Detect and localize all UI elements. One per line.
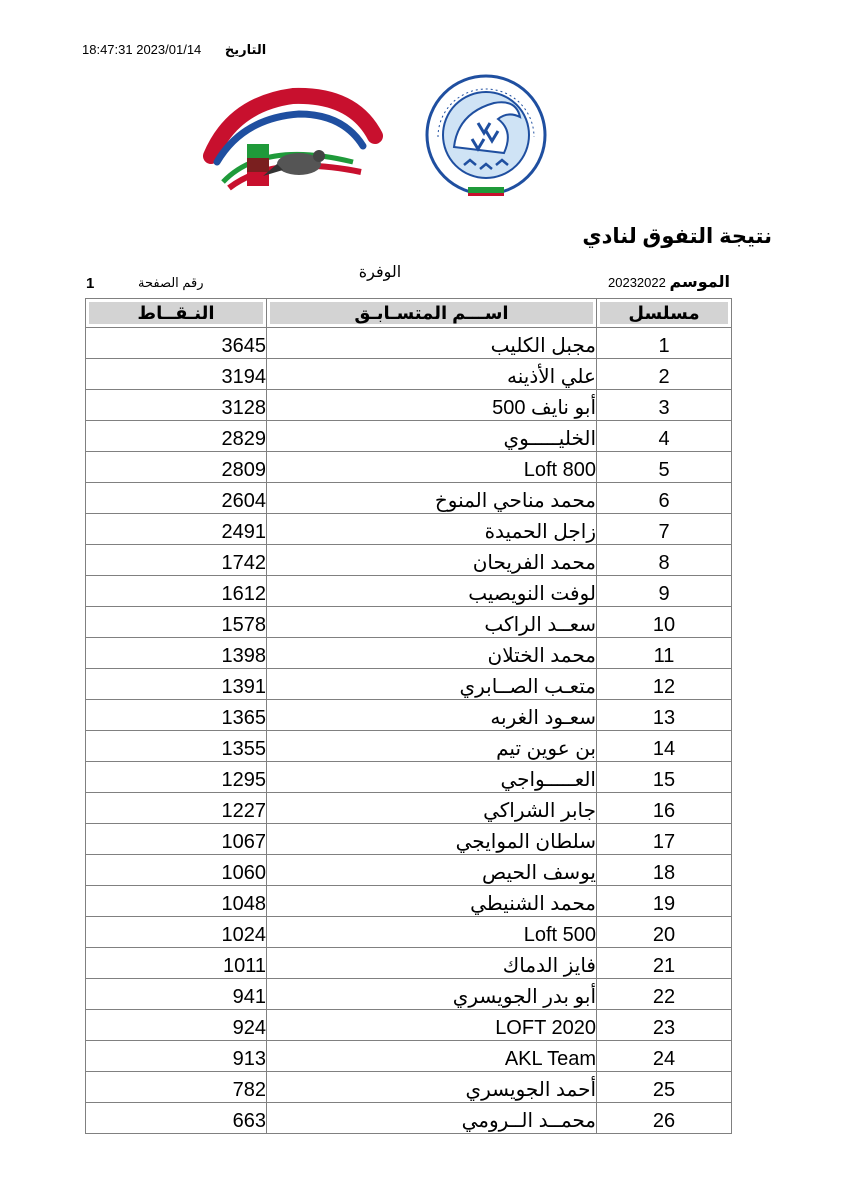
name-cell: محمد الفريحان [267, 545, 597, 576]
points-cell: 1612 [86, 576, 267, 607]
table-row [86, 483, 732, 514]
points-cell: 663 [86, 1103, 267, 1134]
rank-cell: 8 [597, 545, 732, 576]
rank-cell: 7 [597, 514, 732, 545]
points-cell: 782 [86, 1072, 267, 1103]
points-cell: 1391 [86, 669, 267, 700]
name-cell: علي الأذينه [267, 359, 597, 390]
season-label: الموسم [669, 274, 730, 291]
club-name: الوفرة [358, 264, 402, 281]
page-number-label: رقم الصفحة [138, 275, 204, 290]
name-cell: سعـود الغربه [267, 700, 597, 731]
points-cell: 1295 [86, 762, 267, 793]
column-header-name: اســـم المتسـابـق [267, 299, 597, 328]
points-cell: 3194 [86, 359, 267, 390]
table-row [86, 793, 732, 824]
rank-cell: 24 [597, 1041, 732, 1072]
table-header-row [86, 299, 732, 328]
points-cell: 1024 [86, 917, 267, 948]
rank-cell: 16 [597, 793, 732, 824]
table-row [86, 669, 732, 700]
name-cell: أحمد الجويسري [267, 1072, 597, 1103]
rank-cell: 15 [597, 762, 732, 793]
rank-cell: 21 [597, 948, 732, 979]
club-logo [203, 84, 383, 196]
name-cell: محمد الشنيطي [267, 886, 597, 917]
rank-cell: 4 [597, 421, 732, 452]
table-row [86, 576, 732, 607]
rank-cell: 23 [597, 1010, 732, 1041]
table-row [86, 452, 732, 483]
rank-cell: 5 [597, 452, 732, 483]
table-row [86, 638, 732, 669]
table-row [86, 948, 732, 979]
name-cell: لوفت النويصيب [267, 576, 597, 607]
name-cell: Loft 800 [267, 452, 597, 483]
rank-cell: 11 [597, 638, 732, 669]
rank-cell: 26 [597, 1103, 732, 1134]
table-row [86, 1103, 732, 1134]
results-table [85, 298, 732, 1134]
column-header-points: النـقــاط [86, 299, 267, 328]
table-row [86, 979, 732, 1010]
table-row [86, 390, 732, 421]
season-value: 20232022 [608, 275, 666, 290]
table-row [86, 328, 732, 359]
name-cell: متعـب الصــابري [267, 669, 597, 700]
rank-cell: 3 [597, 390, 732, 421]
table-row [86, 421, 732, 452]
name-cell: LOFT 2020 [267, 1010, 597, 1041]
points-cell: 1398 [86, 638, 267, 669]
rank-cell: 20 [597, 917, 732, 948]
rank-cell: 14 [597, 731, 732, 762]
rank-cell: 12 [597, 669, 732, 700]
name-cell: العـــــواجي [267, 762, 597, 793]
rank-cell: 9 [597, 576, 732, 607]
rank-cell: 10 [597, 607, 732, 638]
points-cell: 1578 [86, 607, 267, 638]
name-cell: فايز الدماك [267, 948, 597, 979]
table-row [86, 700, 732, 731]
name-cell: Loft 500 [267, 917, 597, 948]
season [600, 272, 730, 292]
name-cell: سعــد الراكب [267, 607, 597, 638]
name-cell: أبو بدر الجويسري [267, 979, 597, 1010]
table-row [86, 1010, 732, 1041]
points-cell: 913 [86, 1041, 267, 1072]
points-cell: 1048 [86, 886, 267, 917]
print-date [82, 42, 266, 58]
name-cell: محمد مناحي المنوخ [267, 483, 597, 514]
points-cell: 2604 [86, 483, 267, 514]
points-cell: 924 [86, 1010, 267, 1041]
rank-cell: 19 [597, 886, 732, 917]
points-cell: 1365 [86, 700, 267, 731]
name-cell: سلطان الموايجي [267, 824, 597, 855]
name-cell: الخليـــــوي [267, 421, 597, 452]
rank-cell: 2 [597, 359, 732, 390]
table-row [86, 1041, 732, 1072]
name-cell: زاجل الحميدة [267, 514, 597, 545]
rank-cell: 1 [597, 328, 732, 359]
points-cell: 1742 [86, 545, 267, 576]
name-cell: مجبل الكليب [267, 328, 597, 359]
rank-cell: 18 [597, 855, 732, 886]
date-value: 18:47:31 2023/01/14 [82, 42, 202, 57]
points-cell: 2809 [86, 452, 267, 483]
name-cell: محمــد الــرومي [267, 1103, 597, 1134]
table-row [86, 514, 732, 545]
rank-cell: 6 [597, 483, 732, 514]
points-cell: 2829 [86, 421, 267, 452]
points-cell: 2491 [86, 514, 267, 545]
points-cell: 3128 [86, 390, 267, 421]
rank-cell: 17 [597, 824, 732, 855]
name-cell: جابر الشراكي [267, 793, 597, 824]
points-cell: 1067 [86, 824, 267, 855]
rank-cell: 25 [597, 1072, 732, 1103]
page-number [86, 275, 226, 292]
points-cell: 1355 [86, 731, 267, 762]
page-number-value: 1 [86, 275, 95, 292]
table-row [86, 731, 732, 762]
table-row [86, 607, 732, 638]
name-cell: بن عوين تيم [267, 731, 597, 762]
table-row [86, 762, 732, 793]
federation-logo [424, 73, 548, 203]
table-row [86, 1072, 732, 1103]
points-cell: 1060 [86, 855, 267, 886]
table-row [86, 917, 732, 948]
table-row [86, 886, 732, 917]
page-title: نتيجة التفوق لنادي [582, 225, 772, 248]
column-header-rank: مسلسل [597, 299, 732, 328]
name-cell: AKL Team [267, 1041, 597, 1072]
rank-cell: 13 [597, 700, 732, 731]
table-row [86, 545, 732, 576]
name-cell: أبو نايف 500 [267, 390, 597, 421]
date-label: التاريخ [224, 42, 267, 57]
rank-cell: 22 [597, 979, 732, 1010]
name-cell: يوسف الحيص [267, 855, 597, 886]
name-cell: محمد الختلان [267, 638, 597, 669]
points-cell: 941 [86, 979, 267, 1010]
points-cell: 3645 [86, 328, 267, 359]
table-row [86, 824, 732, 855]
table-row [86, 359, 732, 390]
points-cell: 1227 [86, 793, 267, 824]
table-row [86, 855, 732, 886]
points-cell: 1011 [86, 948, 267, 979]
